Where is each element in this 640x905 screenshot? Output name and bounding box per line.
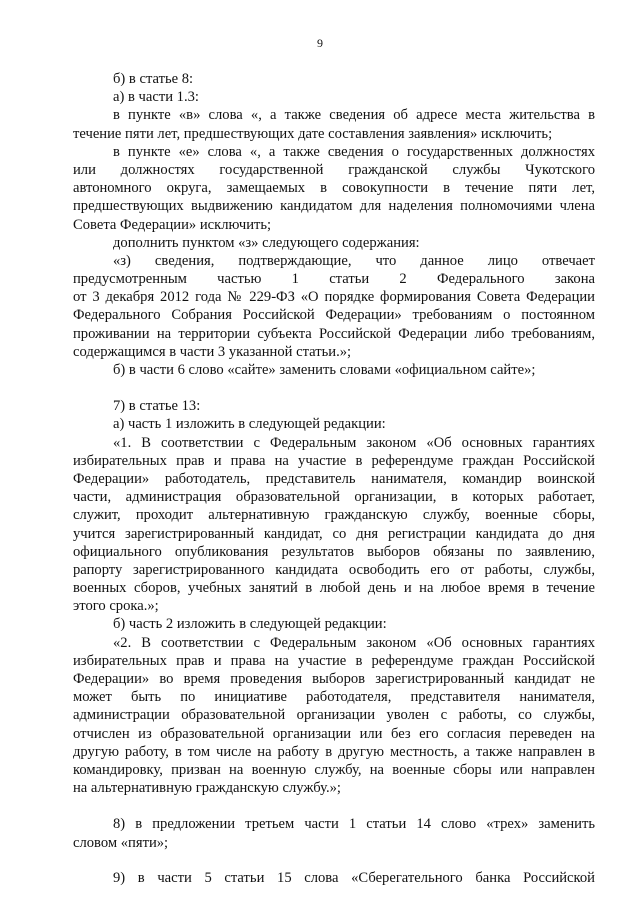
text-line: проживании на территории субъекта Российской Федерации либо требованиям,: [73, 325, 595, 342]
text-line: б) в статье 8:: [113, 71, 194, 87]
text-line: от 3 декабря 2012 года № 229-ФЗ «О порядке формирования Совета Федерации: [73, 289, 595, 306]
text-line: Федерации» работодатель, представитель нанимателя, командир воинской: [73, 470, 595, 487]
page-number: 9: [317, 36, 323, 50]
block-article-8: [73, 70, 595, 379]
document-body: [73, 70, 595, 887]
paragraph-spacer: [73, 379, 595, 397]
text-line: рапорту зарегистрированного кандидата освободить его от работы, службы,: [73, 561, 595, 578]
text-line: б) в части 6 слово «сайте» заменить словами «официальном сайте»;: [113, 362, 536, 378]
text-line: Федерации» во время проведения выборов зарегистрированный кандидат не: [73, 671, 595, 687]
text-line: части, администрация образовательной организации, в которых работает,: [73, 489, 595, 506]
block-item-9: [73, 869, 595, 887]
text-line: избирательных прав и права на участие в референдуме граждан Российской: [73, 452, 595, 469]
paragraph-spacer: [73, 852, 595, 869]
text-line: предшествующих выдвижению кандидатом для наделения полномочиями члена: [73, 198, 595, 215]
text-line: избирательных прав и права на участие в референдуме граждан Российской: [73, 652, 595, 669]
text-line: 8) в предложении третьем части 1 статьи 14 слово «трех» заменить: [113, 816, 595, 833]
text-line: автономного округа, замещаемых в совокупности в течение пяти лет,: [73, 180, 595, 197]
text-line: в пункте «е» слова «, а также сведения о государственных должностях: [113, 143, 595, 160]
text-line: в пункте «в» слова «, а также сведения об адресе места жительства в: [113, 107, 595, 124]
text-line: дополнить пунктом «з» следующего содержания:: [113, 234, 420, 251]
text-line: учится зарегистрированный кандидат, со дня регистрации кандидата до дня: [73, 525, 595, 542]
text-line: «2. В соответствии с Федеральным законом «Об основных гарантиях: [113, 634, 595, 651]
text-line: другую работу, в том числе на работу в другую местность, а также направлен в: [73, 743, 595, 760]
text-line: предусмотренным частью 1 статьи 2 Федерального закона: [73, 271, 595, 288]
text-line: 7) в статье 13:: [113, 398, 201, 415]
text-line: Совета Федерации» исключить;: [73, 216, 272, 233]
text-line: б) часть 2 изложить в следующей редакции:: [113, 616, 387, 633]
text-line: 9) в части 5 статьи 15 слова «Сберегательного банка Российской: [113, 869, 595, 886]
text-line: «з) сведения, подтверждающие, что данное лицо отвечает: [113, 252, 595, 269]
text-line: служит, проходит альтернативную гражданскую службу, военные сборы,: [73, 507, 595, 524]
text-line: может быть по инициативе работодателя, представителя нанимателя,: [73, 689, 595, 706]
text-line: официального опубликования результатов выборов обязаны по заявлению,: [73, 543, 595, 560]
text-line: словом «пяти»;: [73, 834, 169, 851]
text-line: администрации образовательной организации уволен с работы, со службы,: [73, 707, 595, 724]
text-line: отчислен из образовательной организации или без его согласия переведен на: [73, 725, 595, 742]
block-article-13: [73, 397, 595, 797]
text-line: а) в части 1.3:: [113, 89, 199, 106]
text-line: этого срока.»;: [73, 598, 159, 615]
text-line: или должностях государственной гражданской службы Чукотского: [73, 161, 595, 178]
text-line: содержащимся в части 3 указанной статьи.»;: [73, 343, 352, 360]
text-line: а) часть 1 изложить в следующей редакции:: [113, 416, 386, 433]
text-line: «1. В соответствии с Федеральным законом «Об основных гарантиях: [113, 434, 595, 451]
text-line: военных сборов, учебных занятий в любой день и на любое время в течение: [73, 580, 595, 597]
text-line: Федерального Собрания Российской Федерации» требованиям о постоянном: [73, 307, 595, 324]
text-line: течение пяти лет, предшествующих дате составления заявления» исключить;: [73, 125, 553, 142]
text-line: на альтернативную гражданскую службу.»;: [73, 780, 341, 797]
text-line: командировку, призван на военную службу, на военные сборы или направлен: [73, 761, 595, 778]
paragraph-spacer: [73, 797, 595, 815]
block-item-8: [73, 815, 595, 851]
